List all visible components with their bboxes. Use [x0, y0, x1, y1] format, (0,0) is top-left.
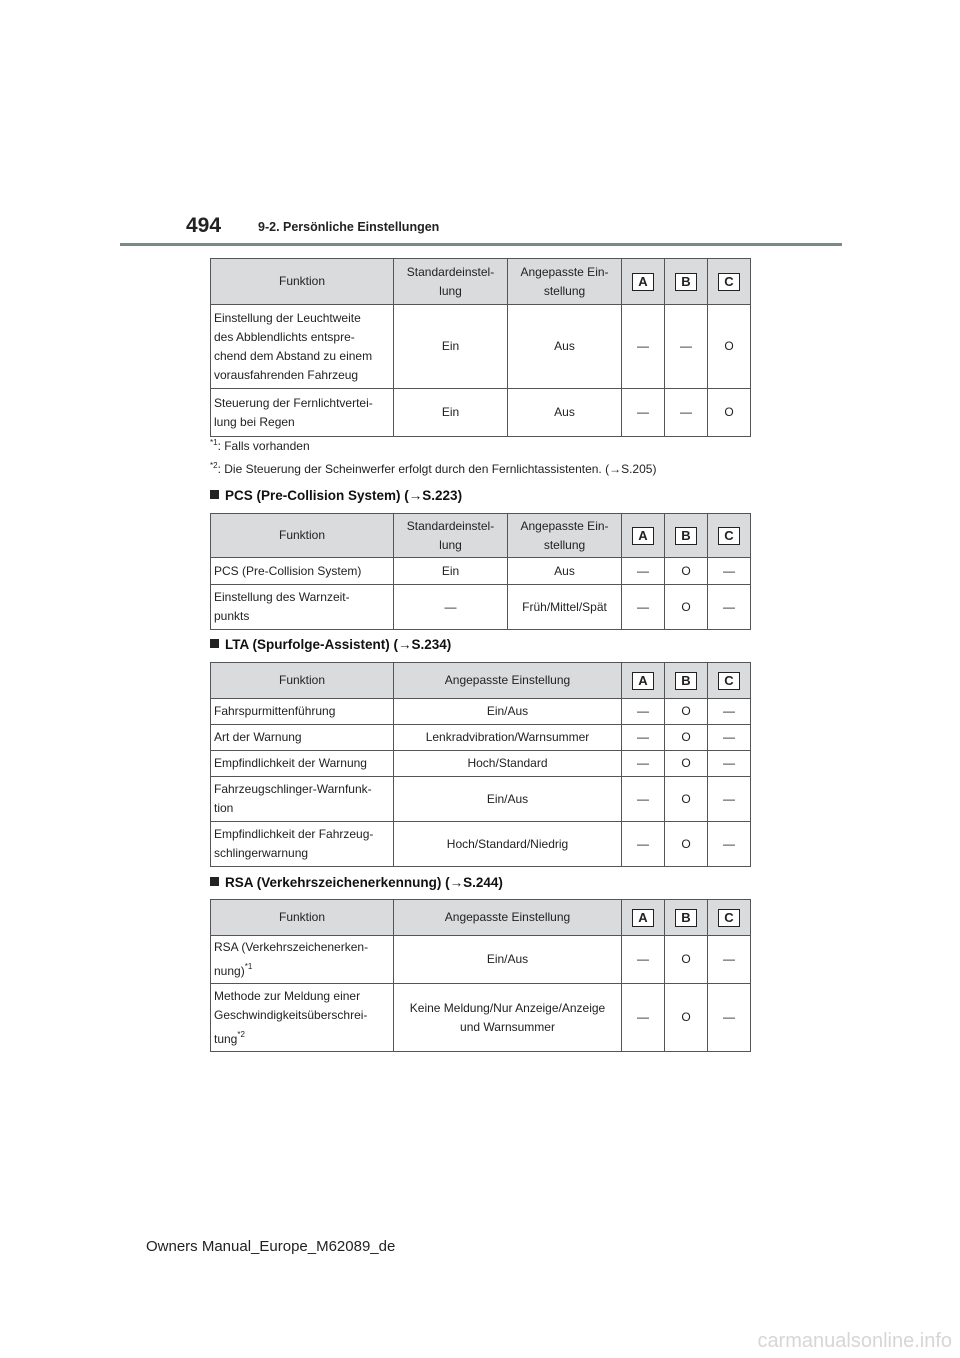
badge-b-icon: B [675, 527, 697, 545]
table-row [211, 822, 751, 867]
bullet-square-icon [210, 639, 219, 648]
table-header-row [211, 900, 751, 936]
table-row [211, 936, 751, 984]
cell-funktion: Empfindlichkeit der Warnung [211, 751, 394, 777]
header-badge-c [708, 514, 751, 558]
cell-angepasst: Aus [508, 389, 622, 437]
cell-b: — [665, 305, 708, 389]
cell-funktion: Fahrzeugschlinger-Warnfunk- tion [211, 777, 394, 822]
cell-funktion: Einstellung des Warnzeit- punkts [211, 585, 394, 630]
cell-b: O [665, 822, 708, 867]
cell-angepasst: Früh/Mittel/Spät [508, 585, 622, 630]
table-row [211, 558, 751, 585]
cell-a: — [622, 936, 665, 984]
rsa-heading: RSA (Verkehrszeichenerkennung) (→S.244) [210, 875, 503, 890]
header-badge-c [708, 900, 751, 936]
cell-a: — [622, 389, 665, 437]
header-funktion: Funktion [211, 259, 394, 305]
badge-a-icon: A [632, 909, 654, 927]
table-row [211, 389, 751, 437]
page-number: 494 [186, 214, 222, 237]
footer-manual-id: Owners Manual_Europe_M62089_de [146, 1238, 396, 1255]
badge-c-icon: C [718, 909, 740, 927]
table-headlight-settings [210, 258, 751, 437]
table-lta [210, 662, 751, 867]
cell-angepasst: Hoch/Standard/Niedrig [394, 822, 622, 867]
cell-funktion: Methode zur Meldung einer Geschwindigkeitsüberschrei- tung$^{*2}$ [211, 984, 394, 1052]
cell-c: — [708, 751, 751, 777]
header-badge-b [665, 259, 708, 305]
header-badge-b [665, 900, 708, 936]
cell-c: — [708, 725, 751, 751]
cell-funktion: Steuerung der Fernlichtvertei- lung bei Regen [211, 389, 394, 437]
header-standard: Standardeinstel- lung [394, 514, 508, 558]
cell-standard: — [394, 585, 508, 630]
cell-b: O [665, 984, 708, 1052]
cell-b: O [665, 558, 708, 585]
table-row [211, 751, 751, 777]
header-badge-a [622, 663, 665, 699]
cell-c: — [708, 936, 751, 984]
table-pcs [210, 513, 751, 630]
cell-c: — [708, 585, 751, 630]
cell-c: — [708, 777, 751, 822]
lta-heading: LTA (Spurfolge-Assistent) (→S.234) [210, 637, 451, 652]
cell-b: O [665, 699, 708, 725]
cell-b: O [665, 585, 708, 630]
table-row [211, 305, 751, 389]
cell-angepasst: Aus [508, 558, 622, 585]
cell-b: — [665, 389, 708, 437]
header-badge-a [622, 259, 665, 305]
header-standard: Standardeinstel- lung [394, 259, 508, 305]
table-row [211, 777, 751, 822]
cell-angepasst: Ein/Aus [394, 777, 622, 822]
cell-a: — [622, 558, 665, 585]
footnote-1: $^{*1}$: Falls vorhanden [210, 438, 310, 453]
cell-a: — [622, 699, 665, 725]
cell-funktion: Art der Warnung [211, 725, 394, 751]
cell-angepasst: Ein/Aus [394, 936, 622, 984]
table-header-row [211, 514, 751, 558]
cell-funktion: Empfindlichkeit der Fahrzeug- schlingerwarnung [211, 822, 394, 867]
cell-c: — [708, 558, 751, 585]
bullet-square-icon [210, 877, 219, 886]
cell-c: — [708, 822, 751, 867]
section-title: 9-2. Persönliche Einstellungen [258, 220, 440, 234]
cell-angepasst: Hoch/Standard [394, 751, 622, 777]
cell-c: — [708, 984, 751, 1052]
cell-angepasst: Lenkradvibration/Warnsummer [394, 725, 622, 751]
cell-a: — [622, 822, 665, 867]
cell-b: O [665, 725, 708, 751]
cell-funktion: Fahrspurmittenführung [211, 699, 394, 725]
badge-c-icon: C [718, 672, 740, 690]
cell-funktion: Einstellung der Leuchtweite des Abblendlichts entspre- chend dem Abstand zu einem vorausfahrenden Fahrzeug [211, 305, 394, 389]
header-badge-b [665, 663, 708, 699]
pcs-heading: PCS (Pre-Collision System) (→S.223) [210, 488, 462, 503]
bullet-square-icon [210, 490, 219, 499]
cell-b: O [665, 777, 708, 822]
badge-b-icon: B [675, 909, 697, 927]
badge-b-icon: B [675, 273, 697, 291]
cell-a: — [622, 725, 665, 751]
cell-angepasst: Aus [508, 305, 622, 389]
badge-a-icon: A [632, 527, 654, 545]
header-angepasst: Angepasste Ein- stellung [508, 514, 622, 558]
header-badge-a [622, 514, 665, 558]
table-row [211, 585, 751, 630]
badge-c-icon: C [718, 273, 740, 291]
cell-standard: Ein [394, 389, 508, 437]
table-header-row [211, 259, 751, 305]
cell-a: — [622, 305, 665, 389]
cell-c: — [708, 699, 751, 725]
badge-a-icon: A [632, 672, 654, 690]
badge-a-icon: A [632, 273, 654, 291]
header-rule [120, 243, 842, 246]
table-header-row [211, 663, 751, 699]
footnote-2: $^{*2}$: Die Steuerung der Scheinwerfer erfolgt durch den Fernlichtassistenten. (→S.205) [210, 461, 657, 476]
cell-funktion: PCS (Pre-Collision System) [211, 558, 394, 585]
badge-c-icon: C [718, 527, 740, 545]
header-badge-a [622, 900, 665, 936]
table-row [211, 699, 751, 725]
header-badge-c [708, 663, 751, 699]
cell-b: O [665, 936, 708, 984]
cell-c: O [708, 389, 751, 437]
header-badge-b [665, 514, 708, 558]
cell-a: — [622, 984, 665, 1052]
cell-b: O [665, 751, 708, 777]
header-angepasst: Angepasste Ein- stellung [508, 259, 622, 305]
badge-b-icon: B [675, 672, 697, 690]
table-rsa [210, 899, 751, 1052]
header-angepasst: Angepasste Einstellung [394, 900, 622, 936]
table-row [211, 725, 751, 751]
cell-standard: Ein [394, 305, 508, 389]
header-angepasst: Angepasste Einstellung [394, 663, 622, 699]
cell-a: — [622, 751, 665, 777]
cell-a: — [622, 777, 665, 822]
cell-funktion: RSA (Verkehrszeichenerken- nung)$^{*1}$ [211, 936, 394, 984]
header-funktion: Funktion [211, 900, 394, 936]
cell-standard: Ein [394, 558, 508, 585]
cell-c: O [708, 305, 751, 389]
header-badge-c [708, 259, 751, 305]
cell-a: — [622, 585, 665, 630]
cell-angepasst: Keine Meldung/Nur Anzeige/Anzeige und Warnsummer [394, 984, 622, 1052]
header-funktion: Funktion [211, 663, 394, 699]
watermark: carmanualsonline.info [757, 1330, 952, 1352]
cell-angepasst: Ein/Aus [394, 699, 622, 725]
table-row [211, 984, 751, 1052]
header-funktion: Funktion [211, 514, 394, 558]
